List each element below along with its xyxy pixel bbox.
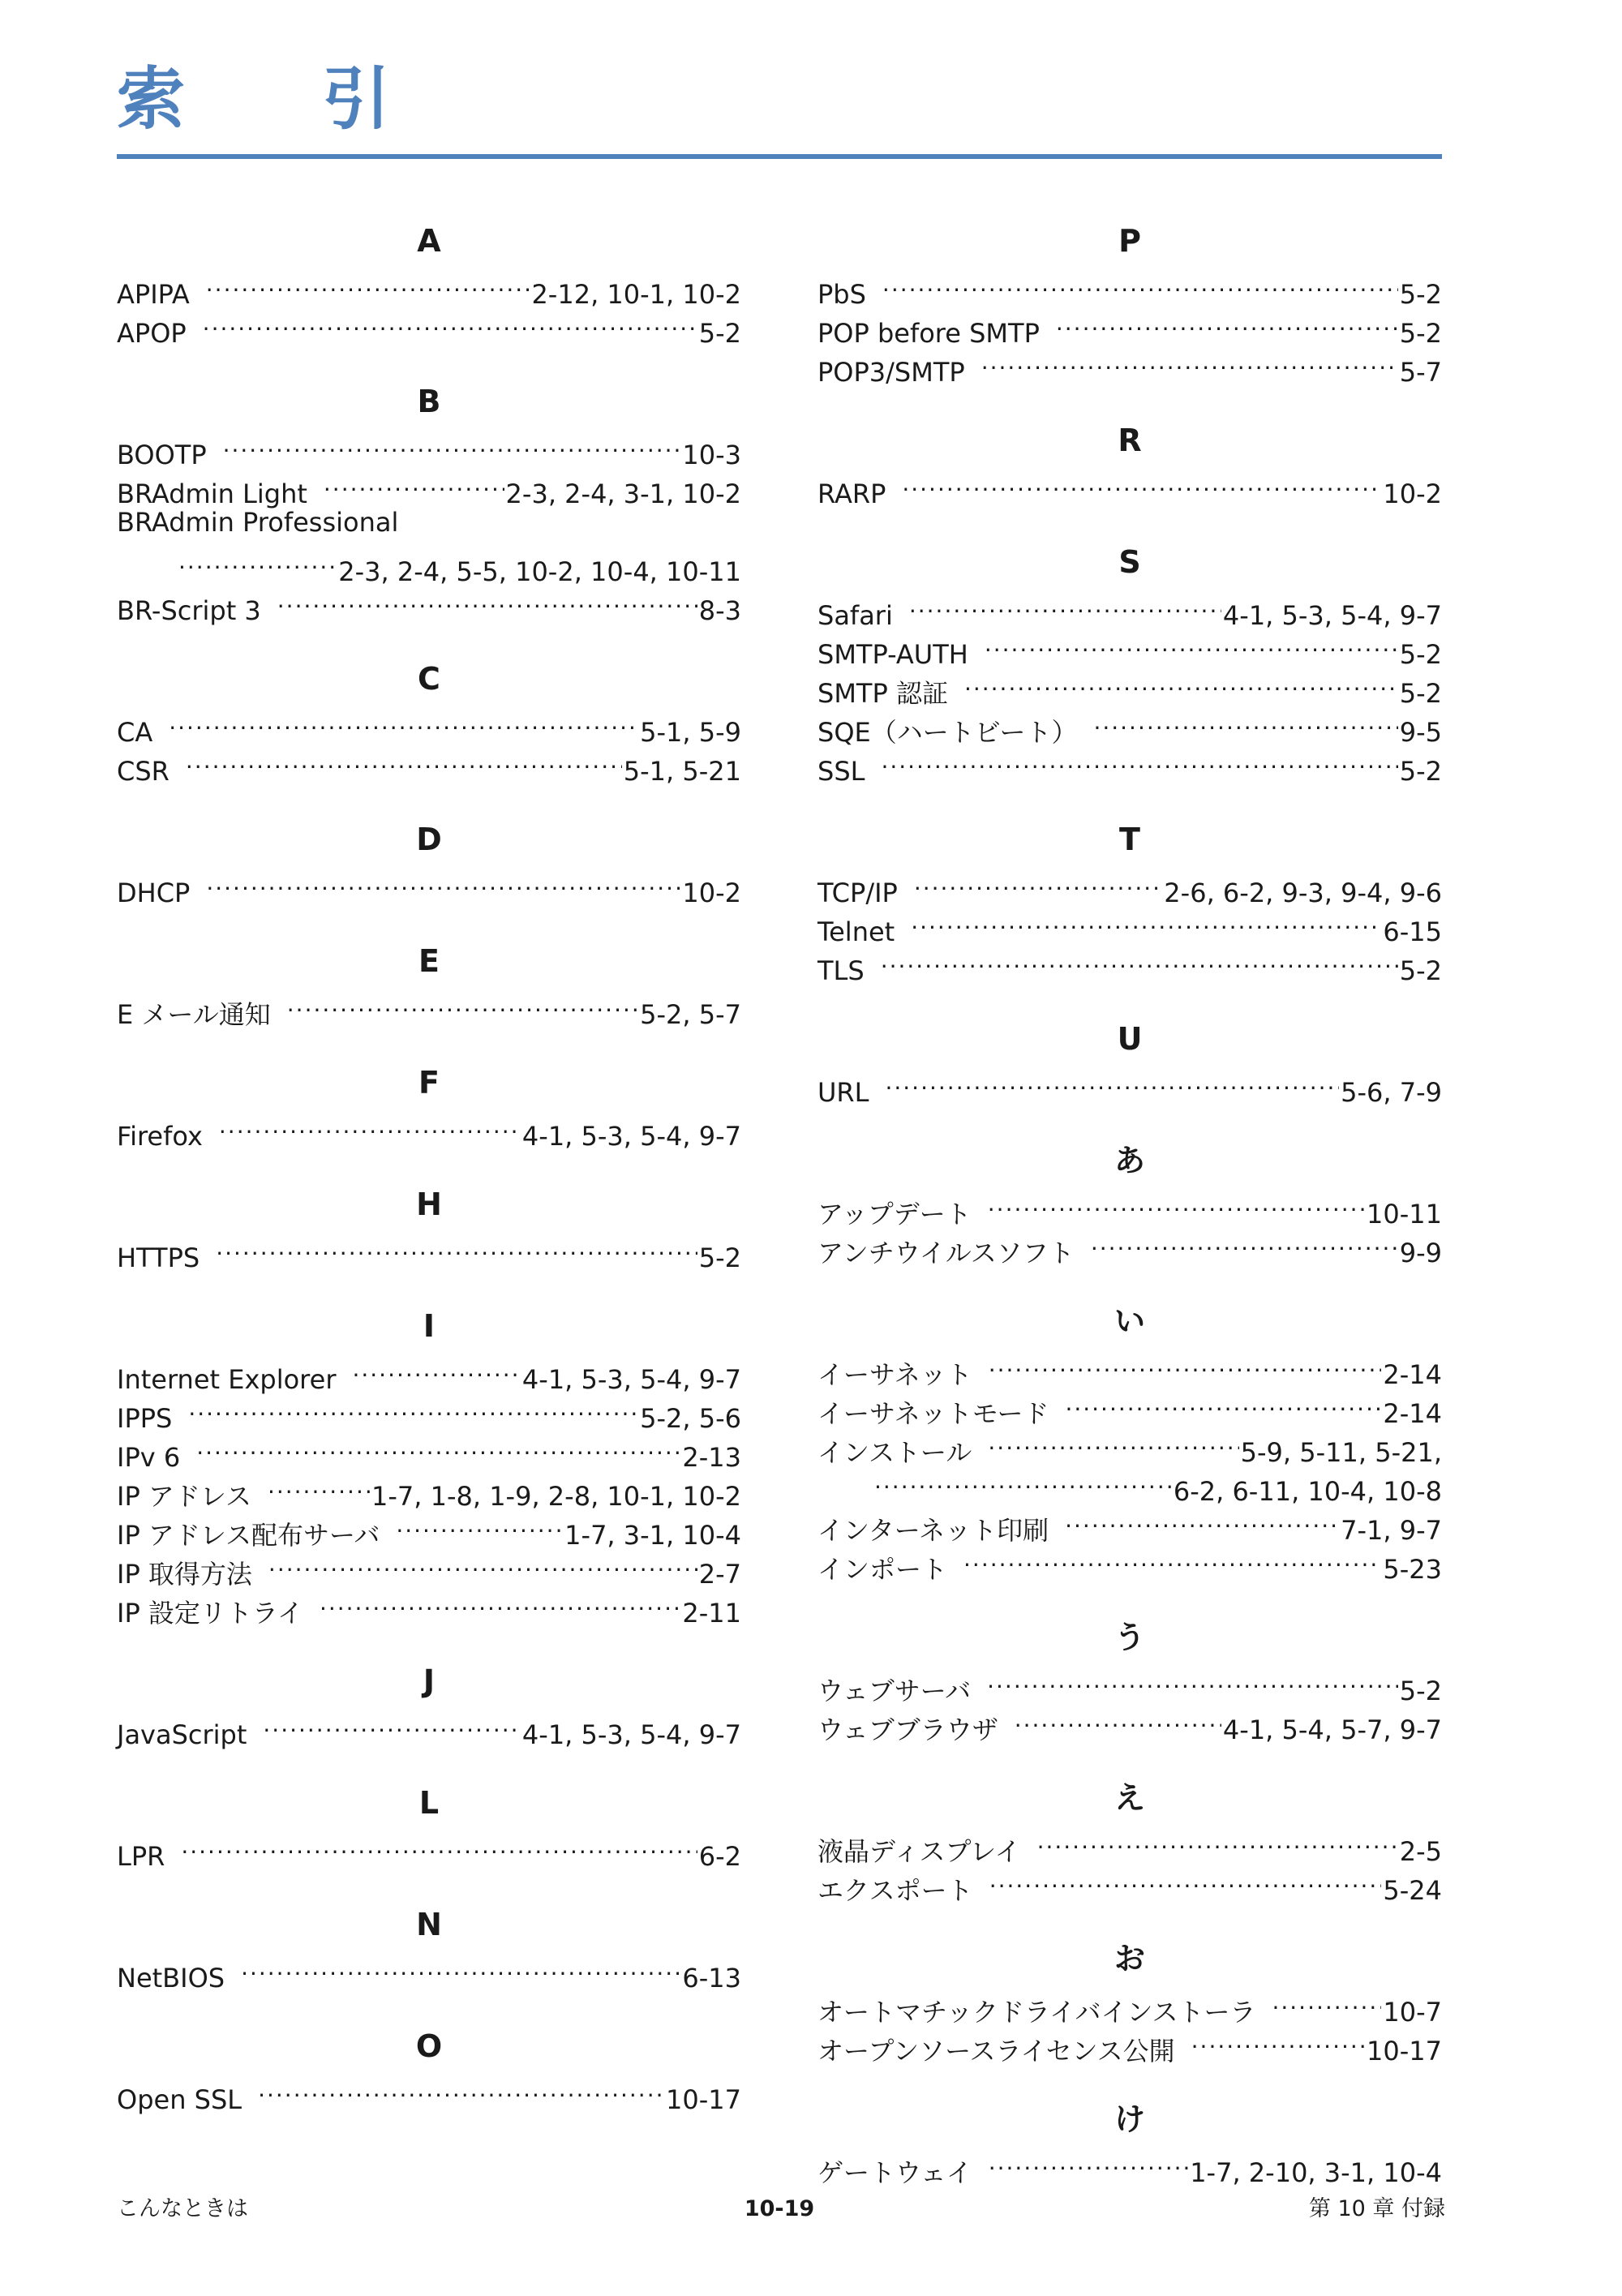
entry-pages: 6-13 [682,1963,741,1993]
dot-leader [1015,1700,1221,1739]
entry-term: Telnet [817,916,895,947]
entry-term: SSL [817,756,865,787]
entry-pages: 9-9 [1399,1238,1442,1268]
dot-leader [909,586,1221,624]
entry-pages: 5-2 [1399,756,1442,787]
entry-term: SMTP 認証 [817,678,948,709]
entry-pages: 4-1, 5-3, 5-4, 9-7 [521,1364,741,1395]
entry-pages: 5-2 [1399,955,1442,986]
entry-pages: 10-7 [1383,1997,1442,2028]
index-entry [117,1948,741,1993]
index-entry [817,1062,1442,1108]
entry-pages: 2-14 [1383,1398,1442,1429]
entry-pages: 10-3 [682,440,741,470]
index-entry [117,1228,741,1273]
dot-leader [277,581,697,620]
section-letter: S [1118,544,1141,580]
index-entry [117,985,741,1030]
entry-pages: 5-2 [1399,678,1442,709]
entry-term: IP アドレス [117,1481,251,1512]
section-letter: E [418,943,440,979]
index-entry [117,542,741,587]
dot-leader [186,741,622,780]
dot-leader [206,264,530,303]
index-section [817,2097,1442,2188]
entry-term: オープンソースライセンス公開 [817,2036,1175,2066]
dot-leader [874,1461,1172,1500]
index-section [817,1616,1442,1745]
entry-term: Internet Explorer [117,1364,337,1395]
index-entry [817,464,1442,509]
entry-term: エクスポート [817,1875,973,1906]
dot-leader [1093,702,1397,741]
index-entry [117,1826,741,1872]
index-section [117,219,741,349]
entry-pages: 5-1, 5-21 [623,756,741,787]
index-entry [817,624,1442,670]
entry-term: CA [117,717,153,748]
index-section [817,1139,1442,1268]
entry-term: SQE（ハートビート） [817,717,1078,748]
section-letter: お [1114,1941,1145,1976]
dot-leader [1037,1822,1398,1860]
index-column-left [117,219,741,2146]
entry-pages: 5-6, 7-9 [1341,1077,1442,1108]
footer-section-label: こんなときは [117,2196,248,2221]
entry-term: IPv 6 [117,1442,181,1473]
dot-leader [1065,1384,1381,1423]
dot-leader [881,741,1397,780]
index-section [117,1182,741,1273]
dot-leader [1272,1982,1381,2021]
entry-pages: 5-24 [1383,1875,1442,1906]
index-column-right [817,219,1442,2219]
entry-term: RARP [817,479,886,509]
section-letter: T [1119,822,1140,857]
index-section [817,1017,1442,1108]
entry-pages: 1-7, 1-8, 1-9, 2-8, 10-1, 10-2 [371,1481,741,1512]
entry-term: APOP [117,318,187,349]
index-entry [817,1661,1442,1706]
dot-leader [989,1345,1382,1384]
entry-pages: 9-5 [1399,717,1442,748]
index-entry [117,1106,741,1152]
section-letter: B [417,384,441,419]
dot-leader [902,464,1381,503]
index-entry [117,702,741,748]
dot-leader [206,863,680,902]
entry-pages: 10-17 [1367,2036,1442,2066]
entry-term: イーサネット [817,1359,972,1390]
entry-pages: 2-11 [682,1598,741,1629]
entry-pages: 2-7 [698,1559,741,1590]
index-entry [117,1466,741,1512]
index-entry [817,1822,1442,1867]
entry-term: JavaScript [117,1719,247,1750]
dot-leader [885,1062,1339,1101]
entry-pages: 5-7 [1399,357,1442,388]
entry-pages: 10-17 [666,2084,741,2115]
dot-leader [188,1388,638,1427]
entry-term: APIPA [117,279,190,310]
index-section [817,1299,1442,1585]
index-entry [817,586,1442,631]
entry-term: URL [817,1077,869,1108]
dot-leader [914,863,1162,902]
dot-leader [988,1423,1238,1461]
entry-term: IP アドレス配布サーバ [117,1520,380,1551]
index-section [117,1061,741,1152]
dot-leader [216,1228,697,1267]
entry-term: イーサネットモード [817,1398,1049,1429]
entry-pages: 2-14 [1383,1359,1442,1390]
dot-leader [268,1466,370,1505]
entry-term: POP3/SMTP [817,357,965,388]
index-entry [817,741,1442,787]
entry-term: LPR [117,1841,165,1872]
entry-term: インストール [817,1437,972,1468]
entry-term: NetBIOS [117,1963,225,1993]
dot-leader [203,303,697,342]
dot-leader [320,1583,680,1622]
section-letter: O [415,2028,443,2064]
dot-leader [1056,303,1398,342]
index-entry [117,1427,741,1473]
entry-term: ウェブサーバ [817,1676,972,1706]
entry-pages: 6-2, 6-11, 10-4, 10-8 [1173,1476,1442,1507]
entry-term: オートマチックドライバインストーラ [817,1997,1256,2028]
index-entry [817,1345,1442,1390]
entry-term: TCP/IP [817,878,898,908]
dot-leader [396,1505,563,1544]
section-letter: え [1114,1780,1145,1816]
entry-pages: 6-2 [698,1841,741,1872]
entry-term: BOOTP [117,440,207,470]
index-section [817,418,1442,509]
dot-leader [287,985,638,1024]
section-letter: あ [1114,1143,1145,1178]
entry-pages: 10-11 [1367,1199,1442,1230]
entry-pages: 2-13 [682,1442,741,1473]
index-section [117,1903,741,1993]
entry-pages: 5-1, 5-9 [640,717,741,748]
index-entry [117,863,741,908]
entry-term: HTTPS [117,1242,200,1273]
index-section [117,380,741,626]
dot-leader [241,1948,680,1987]
index-entry [117,303,741,349]
dot-leader [963,1539,1381,1578]
dot-leader [1191,2021,1365,2060]
entry-term: BRAdmin Light [117,479,307,509]
footer-chapter-label: 第 10 章 付録 [1308,2196,1445,2221]
dot-leader [882,264,1398,303]
section-letter: け [1114,2101,1145,2137]
section-letter: A [417,223,441,259]
index-entry [117,1350,741,1395]
dot-leader [964,663,1398,702]
entry-pages: 5-2, 5-7 [640,999,741,1030]
dot-leader [181,1826,697,1865]
dot-leader [985,624,1398,663]
entry-term: BR-Script 3 [117,595,261,626]
dot-leader [178,542,337,581]
entry-pages: 10-2 [1383,479,1442,509]
index-entry [817,863,1442,908]
dot-leader [988,1184,1365,1223]
entry-term: SMTP-AUTH [817,639,968,670]
dot-leader [258,2070,664,2109]
entry-term: IP 設定リトライ [117,1598,303,1629]
entry-pages: 5-2 [1399,639,1442,670]
title-rule [117,154,1442,159]
dot-leader [1091,1223,1398,1262]
index-entry [817,1184,1442,1230]
index-entry [817,2143,1442,2188]
entry-term: CSR [117,756,169,787]
entry-pages: 4-1, 5-4, 5-7, 9-7 [1222,1714,1442,1745]
entry-pages: 4-1, 5-3, 5-4, 9-7 [521,1121,741,1152]
dot-leader [987,1661,1398,1700]
entry-term: Safari [817,600,893,631]
index-entry [117,2070,741,2115]
section-letter: F [418,1065,440,1101]
entry-pages: 2-6, 6-2, 9-3, 9-4, 9-6 [1164,878,1442,908]
entry-pages: 2-12, 10-1, 10-2 [531,279,741,310]
entry-term: IP 取得方法 [117,1559,252,1590]
index-entry [817,1982,1442,2028]
index-section [117,818,741,908]
entry-pages: 2-5 [1399,1836,1442,1867]
index-entry [117,425,741,470]
index-section [117,2024,741,2115]
entry-pages: 4-1, 5-3, 5-4, 9-7 [521,1719,741,1750]
dot-leader [352,1350,520,1388]
section-letter: P [1118,223,1141,259]
section-letter: C [418,661,440,697]
entry-term: BRAdmin Professional [117,507,399,538]
index-entry [117,264,741,310]
entry-pages: 1-7, 3-1, 10-4 [564,1520,741,1551]
entry-pages: 5-2, 5-6 [640,1403,741,1434]
section-letter: う [1114,1620,1145,1655]
dot-leader [169,702,638,741]
entry-term: ウェブブラウザ [817,1714,998,1745]
entry-term: ゲートウェイ [817,2157,972,2188]
entry-term: インターネット印刷 [817,1515,1049,1546]
section-letter: L [418,1785,440,1821]
section-letter: H [416,1187,442,1222]
entry-pages: 5-2 [698,1242,741,1273]
entry-pages: 1-7, 2-10, 3-1, 10-4 [1190,2157,1442,2188]
entry-pages: 8-3 [698,595,741,626]
page-title: 索 引 [117,59,448,139]
index-section [817,540,1442,787]
entry-term: アンチウイルスソフト [817,1238,1075,1268]
dot-leader [324,464,504,503]
entry-pages: 5-23 [1383,1554,1442,1585]
entry-pages: 5-2 [1399,318,1442,349]
dot-leader [911,902,1381,941]
index-section [117,1304,741,1629]
entry-term: アップデート [817,1199,972,1230]
section-letter: U [1117,1021,1143,1057]
index-entry [817,902,1442,947]
dot-leader [989,1860,1382,1899]
entry-pages: 5-2 [698,318,741,349]
entry-term: E メール通知 [117,999,271,1030]
index-section [117,1659,741,1750]
entry-term: DHCP [117,878,191,908]
entry-pages: 5-2 [1399,279,1442,310]
section-letter: い [1114,1303,1145,1339]
entry-pages: 2-3, 2-4, 3-1, 10-2 [505,479,741,509]
index-section [817,219,1442,388]
entry-term: インポート [817,1554,948,1585]
dot-leader [881,941,1398,980]
entry-pages: 2-3, 2-4, 5-5, 10-2, 10-4, 10-11 [338,556,741,587]
section-letter: I [423,1308,436,1344]
dot-leader [219,1106,521,1145]
entry-pages: 10-2 [682,878,741,908]
entry-term: Firefox [117,1121,203,1152]
index-section [117,939,741,1030]
entry-pages: 6-15 [1383,916,1442,947]
page-number: 10-19 [744,2196,815,2221]
index-entry [817,303,1442,349]
entry-pages: 7-1, 9-7 [1341,1515,1442,1546]
section-letter: R [1118,423,1142,458]
index-entry [117,1705,741,1750]
section-letter: J [423,1663,436,1699]
dot-leader [263,1705,521,1744]
dot-leader [981,342,1398,381]
index-section [117,1781,741,1872]
section-letter: D [416,822,442,857]
entry-term: Open SSL [117,2084,242,2115]
index-entry [117,581,741,626]
index-entry [817,941,1442,986]
entry-term: POP before SMTP [817,318,1040,349]
index-section [817,818,1442,986]
entry-term: PbS [817,279,866,310]
index-section [117,657,741,787]
entry-term: TLS [817,955,865,986]
dot-leader [1065,1500,1339,1539]
dot-leader [196,1427,680,1466]
entry-term: IPPS [117,1403,173,1434]
entry-term: 液晶ディスプレイ [817,1836,1021,1867]
dot-leader [268,1544,697,1583]
dot-leader [989,2143,1188,2182]
index-section [817,1776,1442,1906]
entry-pages: 5-2 [1399,1676,1442,1706]
dot-leader [223,425,681,464]
index-section [817,1937,1442,2066]
entry-pages: 4-1, 5-3, 5-4, 9-7 [1222,600,1442,631]
section-letter: N [416,1907,442,1942]
entry-pages: 5-9, 5-11, 5-21, [1240,1437,1442,1468]
index-entry [817,264,1442,310]
